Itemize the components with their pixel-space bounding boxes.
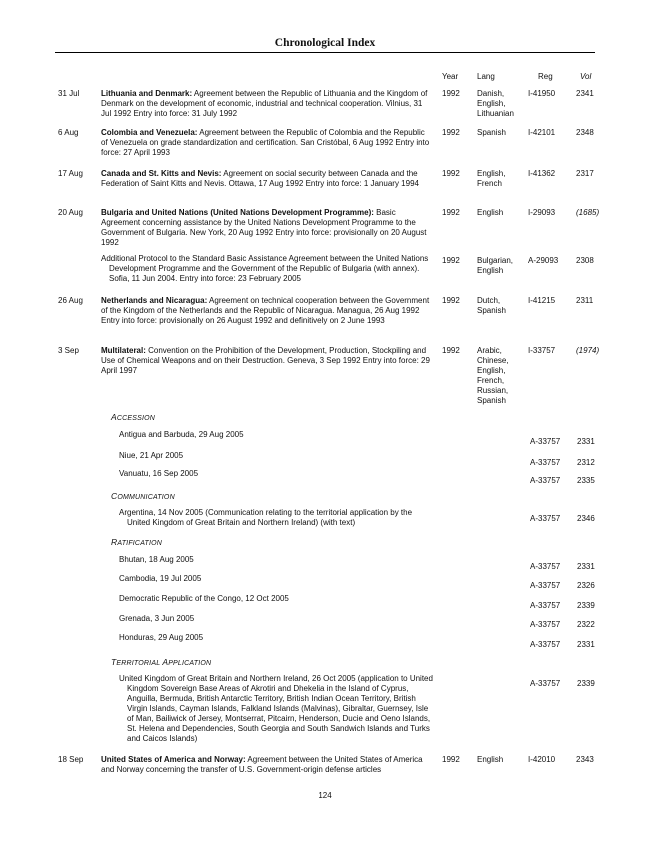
action-heading-initial: A: [162, 657, 169, 667]
entry-description: [101, 128, 431, 158]
event-text: Niue, 21 Apr 2005: [119, 451, 184, 460]
page-title: Chronological Index: [274, 37, 376, 49]
event-text: Bhutan, 18 Aug 2005: [119, 555, 194, 564]
entry-description: [101, 296, 431, 326]
entry-text: Agreement on technical cooperation between the Government of the Kingdom of the Netherlands and the Republic of Nicaragua. Managua, 26 Aug 1992 Entry into force: provisionally on 26 August 1992 and definitively on 2 June 1993: [101, 296, 430, 325]
event-reg: A-33757: [530, 620, 561, 629]
event-text: Argentina, 14 Nov 2005 (Communication relating to the territorial application by the United Kingdom of Great Britain and Northern Ireland) (with text): [119, 508, 413, 527]
entry-lang: English, French: [477, 169, 506, 188]
action-heading-rest: CCESSION: [116, 415, 156, 422]
event-vol: 2339: [577, 679, 595, 688]
event-text: Vanuatu, 16 Sep 2005: [119, 469, 199, 478]
header-year: Year: [442, 72, 459, 81]
action-heading-rest: OMMUNICATION: [117, 494, 175, 501]
entry-vol: 2311: [576, 296, 594, 305]
header-vol: Vol: [580, 72, 592, 81]
event-vol: 2326: [577, 581, 595, 590]
entry-date: 3 Sep: [58, 346, 79, 355]
event-reg: A-33757: [530, 562, 561, 571]
event-reg: A-33757: [530, 437, 561, 446]
title-rule: [55, 52, 595, 53]
action-heading-ratification: [111, 537, 162, 547]
entry-lang: English: [477, 208, 504, 217]
entry-lang: Dutch, Spanish: [477, 296, 506, 315]
entry-vol: (1974): [576, 346, 600, 355]
event-vol: 2346: [577, 514, 595, 523]
entry-date: 26 Aug: [58, 296, 83, 305]
event-vol: 2322: [577, 620, 595, 629]
entry-text: Agreement between the Republic of Colombia and the Republic of Venezuela on grade standardization and certification. San Cristóbal, 6 Aug 1992 Entry into force: 27 April 1993: [101, 128, 430, 157]
event-vol: 2331: [577, 437, 595, 446]
entry-reg: I-33757: [528, 346, 556, 355]
additional-protocol-reg: A-29093: [528, 256, 559, 265]
entry-year: 1992: [442, 128, 460, 137]
action-heading-territorial-application: [111, 657, 211, 667]
event-reg: A-33757: [530, 581, 561, 590]
action-heading-initial: C: [111, 491, 118, 501]
entry-reg: I-41215: [528, 296, 556, 305]
additional-protocol-vol: 2308: [576, 256, 594, 265]
entry-description: [101, 169, 431, 189]
entry-text: Agreement between the Republic of Lithuania and the Kingdom of Denmark on the development of economic, industrial and technical cooperation. Vilnius, 31 Jul 1992 Entry into force: 31 July 1992: [101, 89, 428, 118]
entry-date: 20 Aug: [58, 208, 83, 217]
event-text: Democratic Republic of the Congo, 12 Oct 2005: [119, 594, 289, 603]
entry-vol: 2341: [576, 89, 594, 98]
event-text: Cambodia, 19 Jul 2005: [119, 574, 202, 583]
entry-reg: I-41362: [528, 169, 556, 178]
event-vol: 2331: [577, 562, 595, 571]
entry-date: 6 Aug: [58, 128, 79, 137]
action-heading-rest: ERRITORIAL: [116, 660, 163, 667]
additional-protocol-year: 1992: [442, 256, 460, 265]
event-reg: A-33757: [530, 476, 561, 485]
entry-title: Netherlands and Nicaragua:: [101, 296, 208, 305]
entry-reg: I-29093: [528, 208, 556, 217]
action-heading-accession: [111, 412, 155, 422]
entry-year: 1992: [442, 296, 460, 305]
entry-text: Agreement on social security between Canada and the Federation of Saint Kitts and Nevis. Ottawa, 17 Aug 1992 Entry into force: 1 January 1994: [101, 169, 419, 188]
entry-date: 31 Jul: [58, 89, 80, 98]
event-vol: 2339: [577, 601, 595, 610]
entry-title: Colombia and Venezuela:: [101, 128, 198, 137]
entry-description: [101, 755, 431, 775]
entry-lang: English: [477, 755, 504, 764]
event-text: Grenada, 3 Jun 2005: [119, 614, 195, 623]
entry-vol: 2348: [576, 128, 594, 137]
entry-description: [101, 346, 431, 376]
entry-reg: I-41950: [528, 89, 556, 98]
entry-lang: Danish, English, Lithuanian: [477, 89, 514, 118]
event-vol: 2312: [577, 458, 595, 467]
event-text: Antigua and Barbuda, 29 Aug 2005: [119, 430, 244, 439]
event-reg: A-33757: [530, 514, 561, 523]
entry-description: [101, 208, 431, 248]
event-vol: 2331: [577, 640, 595, 649]
entry-year: 1992: [442, 208, 460, 217]
entry-vol: (1685): [576, 208, 600, 217]
entry-vol: 2343: [576, 755, 594, 764]
entry-vol: 2317: [576, 169, 594, 178]
additional-protocol-text: Additional Protocol to the Standard Basic Assistance Agreement between the United Nations Development Programme and the Government of the Republic of Bulgaria (with annex). Sofia, 11 Jun 2004. Entry into force: 23 February 2005: [101, 254, 429, 283]
entry-text: Basic Agreement concerning assistance by the United Nations Development Programme to the Government of Bulgaria. New York, 20 Aug 1992 Entry into force: provisionally on 20 August 1992: [101, 208, 427, 247]
entry-reg: I-42010: [528, 755, 556, 764]
entry-description: [101, 89, 431, 119]
header-lang: Lang: [477, 72, 495, 81]
additional-protocol-lang: Bulgarian, English: [477, 256, 514, 275]
event-reg: A-33757: [530, 458, 561, 467]
entry-year: 1992: [442, 169, 460, 178]
entry-date: 17 Aug: [58, 169, 83, 178]
event-text: United Kingdom of Great Britain and Northern Ireland, 26 Oct 2005 (application to United Kingdom Sovereign Base Areas of Akrotiri and Dhekelia in the Island of Cyprus, Anguilla, Bermuda, British Antarctic Territory, British Indian Ocean Territory, British Virgin Islands, Cayman Islands, Falkland Islands (Malvinas), Gibraltar, Guernsey, Isle of Man, Bailiwick of Jersey, Montserrat, Pitcairn, Henderson, Ducie and Oeno Islands, St. Helena and Dependencies, South Georgia and South Sandwich Islands and Turks and Caicos Islands): [119, 674, 433, 743]
entry-title: Lithuania and Denmark:: [101, 89, 193, 98]
event-reg: A-33757: [530, 601, 561, 610]
event-reg: A-33757: [530, 679, 561, 688]
action-heading-communication: [111, 491, 175, 501]
entry-year: 1992: [442, 346, 460, 355]
header-reg: Reg: [538, 72, 553, 81]
action-heading-initial: T: [111, 657, 117, 667]
entry-date: 18 Sep: [58, 755, 84, 764]
page-number: 124: [318, 791, 332, 800]
entry-title: Multilateral:: [101, 346, 146, 355]
action-heading-rest: PPLICATION: [168, 660, 212, 667]
entry-lang: Arabic, Chinese, English, French, Russian, Spanish: [477, 346, 509, 405]
entry-year: 1992: [442, 89, 460, 98]
event-vol: 2335: [577, 476, 595, 485]
entry-reg: I-42101: [528, 128, 556, 137]
entry-text: Agreement between the United States of America and Norway concerning the transfer of U.S. Government-origin defense articles: [101, 755, 423, 774]
entry-title: Bulgaria and United Nations (United Nations Development Programme):: [101, 208, 374, 217]
event-reg: A-33757: [530, 640, 561, 649]
entry-title: Canada and St. Kitts and Nevis:: [101, 169, 222, 178]
action-heading-initial: A: [111, 412, 117, 422]
action-heading-initial: R: [111, 537, 118, 547]
entry-title: United States of America and Norway:: [101, 755, 246, 764]
entry-year: 1992: [442, 755, 460, 764]
entry-text: Convention on the Prohibition of the Development, Production, Stockpiling and Use of Chemical Weapons and on their Destruction. Geneva, 3 Sep 1992 Entry into force: 29 April 1997: [101, 346, 430, 375]
action-heading-rest: ATIFICATION: [117, 540, 163, 547]
entry-lang: Spanish: [477, 128, 506, 137]
event-text: Honduras, 29 Aug 2005: [119, 633, 204, 642]
